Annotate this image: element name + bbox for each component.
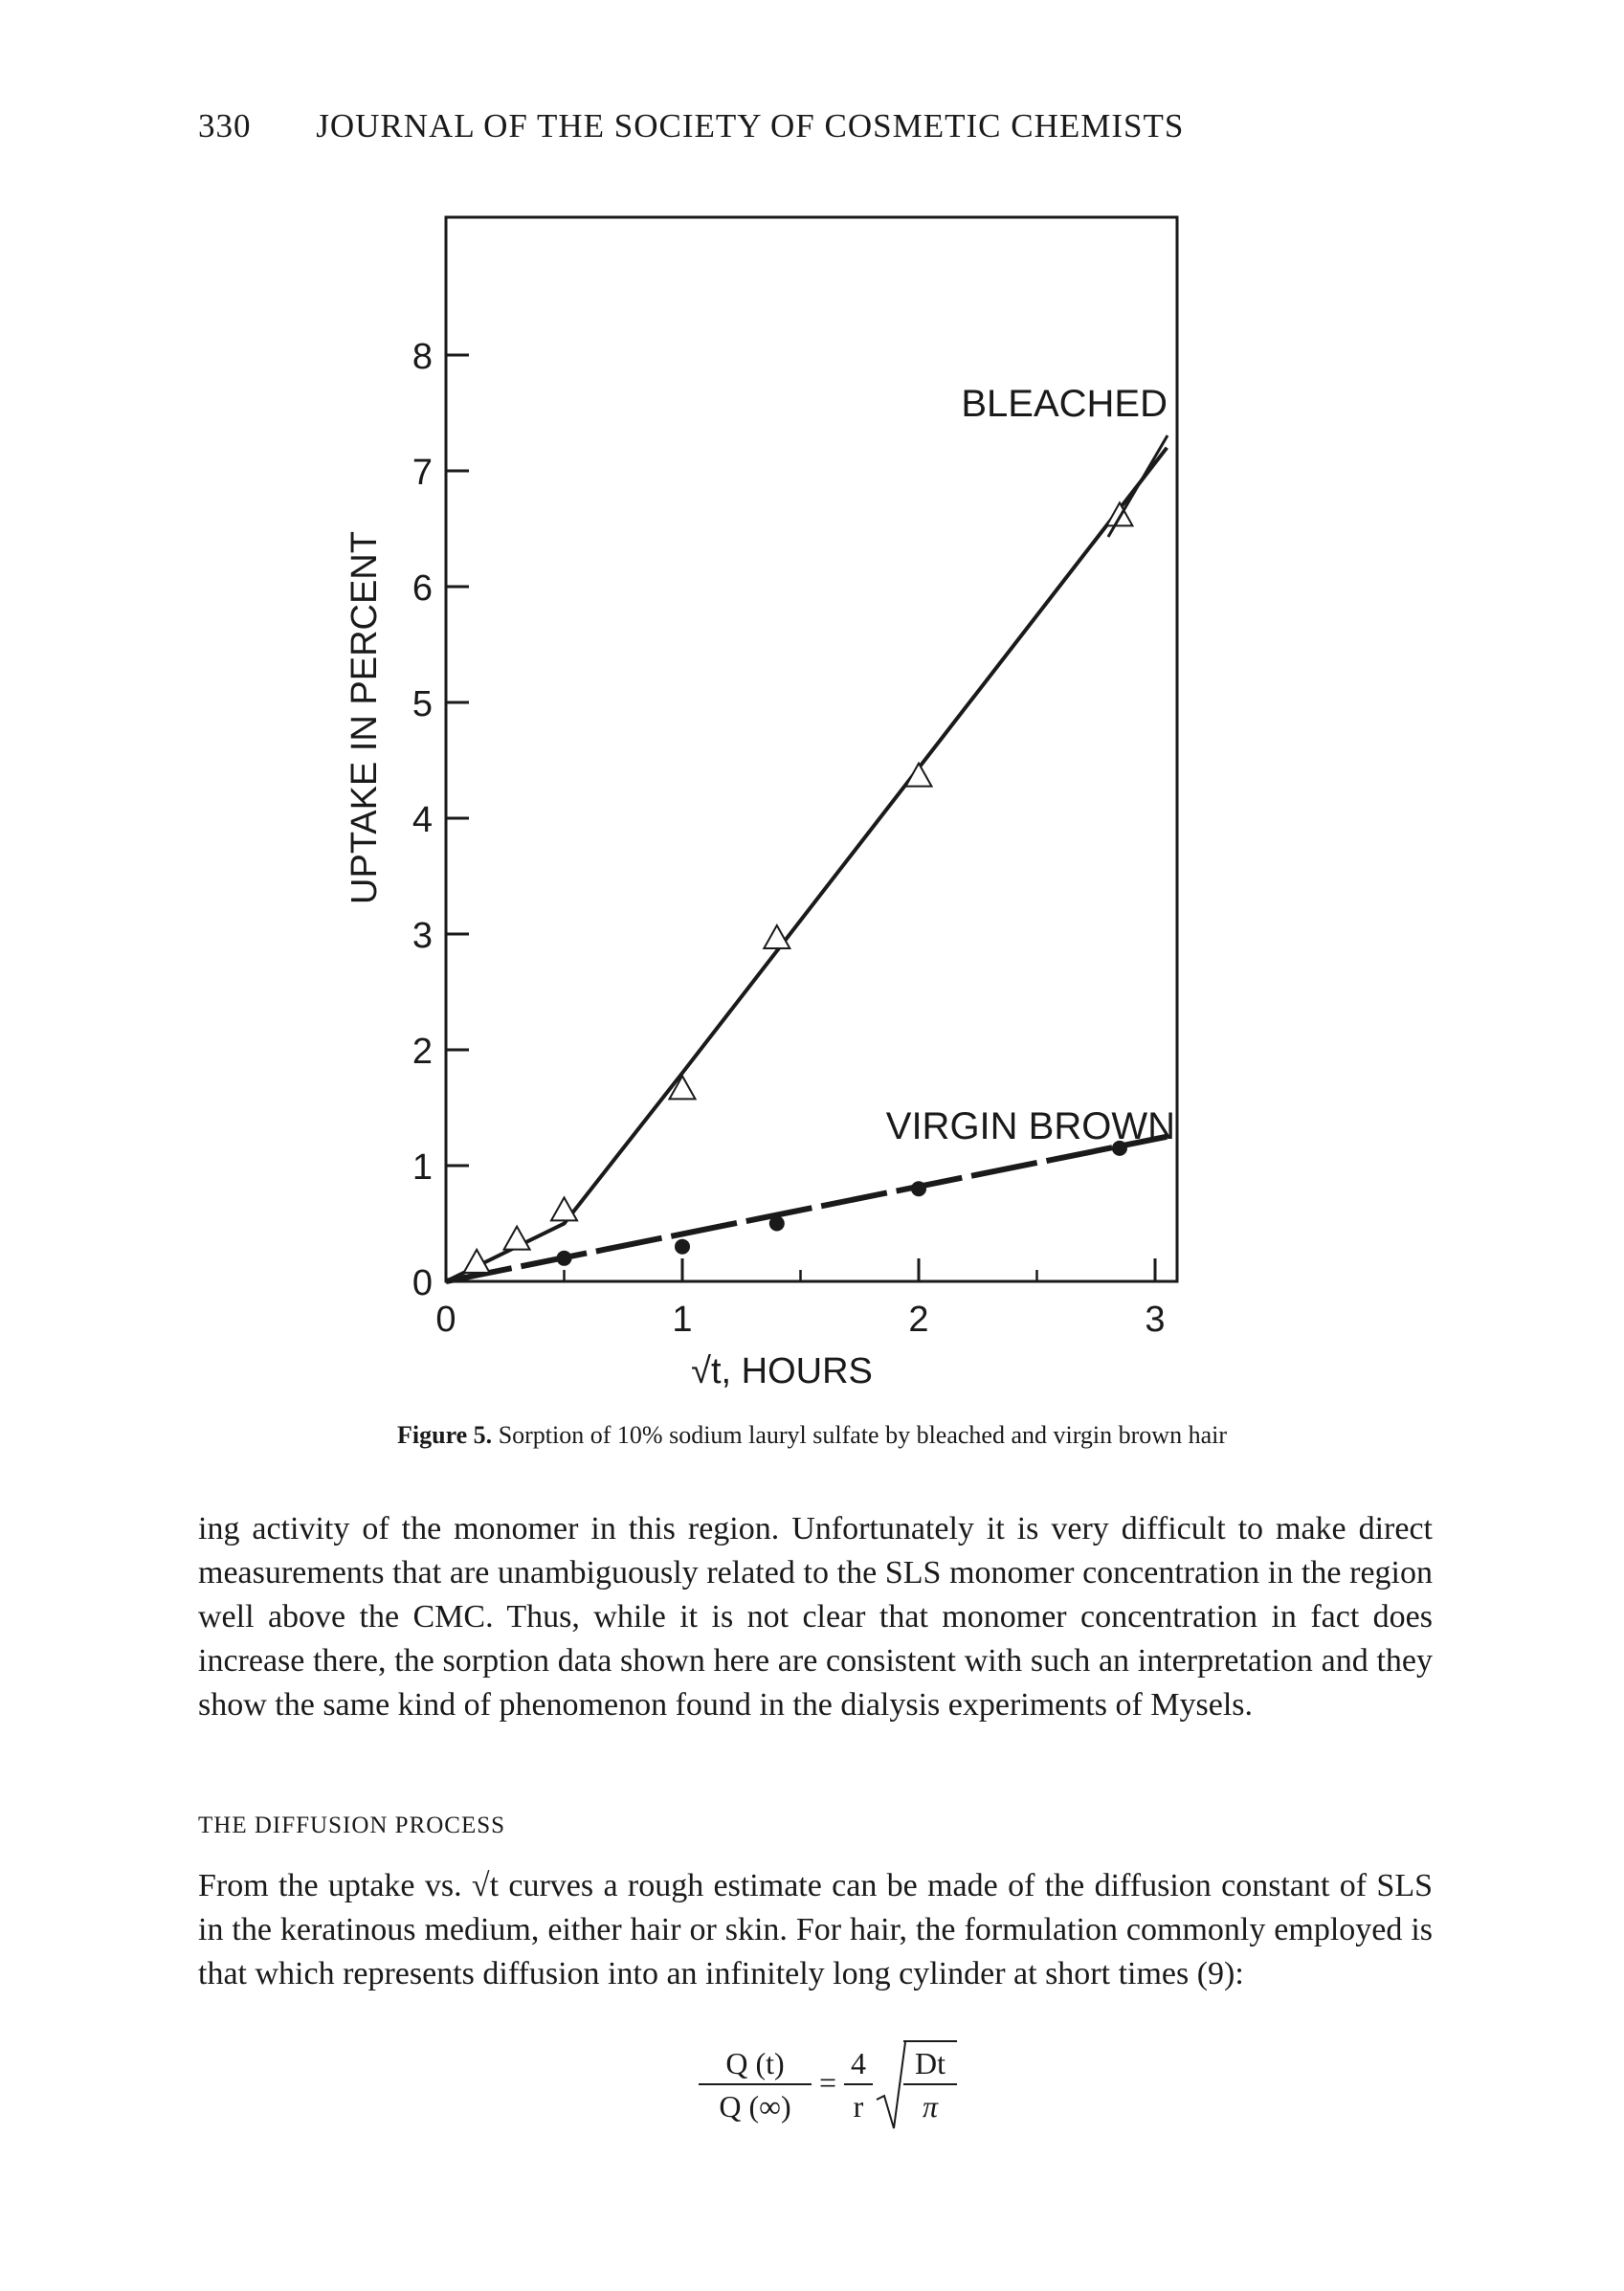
eq-equals: =: [819, 2065, 837, 2100]
y-axis-label: UPTAKE IN PERCENT: [345, 531, 385, 904]
eq-lhs-denominator: Q (∞): [719, 2089, 791, 2124]
eq-coef-numerator: 4: [844, 2046, 873, 2085]
eq-radicand-denominator: π: [922, 2089, 939, 2124]
virgin-brown-point-3: [769, 1216, 785, 1232]
eq-radicand-fraction: [903, 2040, 957, 2124]
y-tick-label-0: 0: [412, 1263, 433, 1303]
x-tick-label-0: 0: [435, 1300, 456, 1340]
eq-coef-fraction: [844, 2046, 873, 2124]
y-tick-label-1: 1: [412, 1147, 433, 1188]
x-tick-label-2: 2: [908, 1300, 929, 1340]
page-number: 330: [198, 107, 252, 145]
y-tick-label-3: 3: [412, 916, 433, 956]
figure-label: Figure 5.: [397, 1421, 493, 1449]
x-axis-label: √t, HOURS: [691, 1351, 873, 1391]
sorption-chart: [345, 206, 1301, 1412]
bleached-point-7: [1106, 502, 1132, 525]
eq-lhs-fraction: [699, 2046, 812, 2124]
eq-coef-denominator: r: [853, 2089, 864, 2124]
section-heading: THE DIFFUSION PROCESS: [198, 1813, 506, 1838]
y-tick-label-2: 2: [412, 1032, 433, 1072]
y-tick-label-4: 4: [412, 800, 433, 840]
y-tick-label-6: 6: [412, 568, 433, 609]
virgin-brown-point-1: [557, 1251, 572, 1266]
figure-caption: [0, 1421, 1624, 1450]
figure-caption-text: Sorption of 10% sodium lauryl sulfate by bleached and virgin brown hair: [498, 1421, 1227, 1449]
bleached-label-leader: [1108, 435, 1168, 537]
y-tick-label-8: 8: [412, 337, 433, 377]
diffusion-equation: [0, 2036, 1624, 2132]
bleached-point-6: [906, 764, 932, 787]
journal-title: JOURNAL OF THE SOCIETY OF COSMETIC CHEMISTS: [316, 107, 1185, 145]
bleached-label: BLEACHED: [961, 383, 1168, 425]
x-tick-label-3: 3: [1145, 1300, 1166, 1340]
y-tick-label-7: 7: [412, 453, 433, 493]
virgin-brown-point-4: [911, 1181, 926, 1196]
paragraph-2: From the uptake vs. √t curves a rough estimate can be made of the diffusion constant of SLS in the keratinous medium, either hair or skin. For hair, the formulation commonly employed is that which represents diffusion into an infinitely long cylinder at short times (9):: [198, 1868, 1433, 1991]
paragraph-1: ing activity of the monomer in this region. Unfortunately it is very difficult to make direct measurements that are unambiguously related to the SLS monomer concentration in the region well above the CMC. Thus, while it is not clear that monomer concentration in fact does increase there, the sorption data shown here are consistent with such an interpretation and they show the same kind of phenomenon found in the dialysis experiments of Mysels.: [198, 1511, 1433, 1723]
bleached-point-2: [504, 1227, 530, 1250]
virgin-brown-fit-line: [446, 1137, 1167, 1281]
radical-sign: [875, 2036, 907, 2132]
eq-radicand-numerator: Dt: [903, 2046, 957, 2085]
virgin-brown-label: VIRGIN BROWN: [885, 1105, 1175, 1147]
y-tick-label-5: 5: [412, 684, 433, 724]
virgin-brown-point-2: [675, 1239, 690, 1255]
figure-5: [345, 206, 1301, 1412]
eq-lhs-numerator: Q (t): [699, 2046, 812, 2085]
x-tick-label-1: 1: [672, 1300, 693, 1340]
running-head: [198, 107, 1184, 145]
